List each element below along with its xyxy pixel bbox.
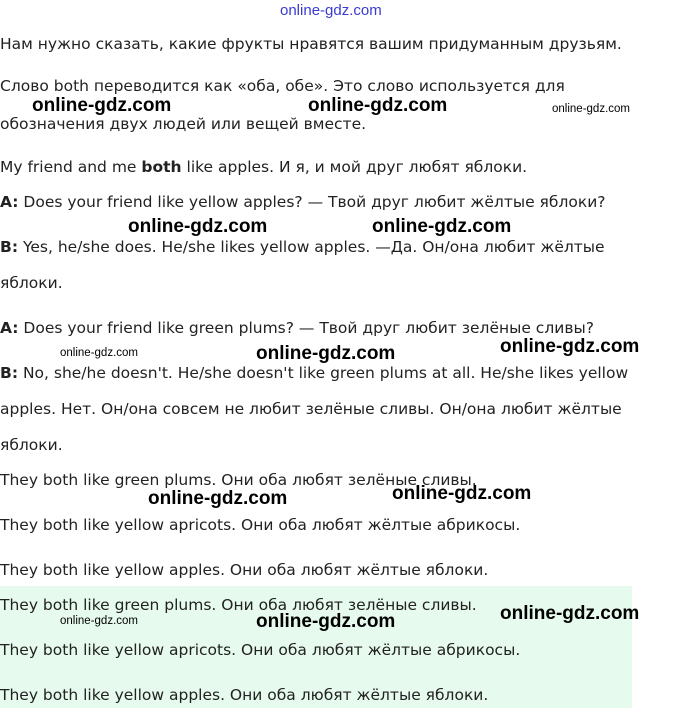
watermark: online-gdz.com <box>148 488 288 509</box>
summary-sentence-2: They both like yellow apricots. Они оба любят жёлтые абрикосы. <box>0 516 521 534</box>
dialog2-question <box>0 318 594 338</box>
summary-sentence-1: They both like green plums. Они оба любят зелёные сливы. <box>0 471 477 489</box>
intro-paragraph: Нам нужно сказать, какие фрукты нравятся вашим придуманным друзьям. <box>0 35 622 53</box>
explanation-line-1: Слово both переводится как «оба, обе». Это слово используется для <box>0 77 565 95</box>
watermark: online-gdz.com <box>372 216 512 237</box>
watermark: online-gdz.com <box>60 347 138 359</box>
watermark: online-gdz.com <box>500 336 640 357</box>
watermark: online-gdz.com <box>392 483 532 504</box>
watermark: online-gdz.com <box>500 603 640 624</box>
example-prefix: My friend and me <box>0 158 142 176</box>
watermark-top: online-gdz.com <box>280 2 382 19</box>
speaker-label: B: <box>0 238 19 256</box>
watermark: online-gdz.com <box>32 95 172 116</box>
example-suffix: like apples. И я, и мой друг любят яблоки. <box>181 158 528 176</box>
example-bold-word: both <box>141 158 182 176</box>
watermark: online-gdz.com <box>256 611 396 632</box>
speaker-label: A: <box>0 319 19 337</box>
dialog1-question <box>0 192 606 212</box>
watermark: online-gdz.com <box>60 615 138 627</box>
watermark: online-gdz.com <box>308 95 448 116</box>
example-sentence <box>0 157 527 177</box>
dialog-text: No, she/he doesn't. He/she doesn't like green plums at all. He/she likes yellow <box>18 364 629 382</box>
dialog2-answer-cont1: apples. Нет. Он/она совсем не любит зелёные сливы. Он/она любит жёлтые <box>0 400 622 418</box>
dialog2-answer <box>0 363 628 383</box>
summary-sentence-3: They both like yellow apples. Они оба любят жёлтые яблоки. <box>0 561 489 579</box>
watermark: online-gdz.com <box>552 103 630 115</box>
dialog2-answer-cont2: яблоки. <box>0 436 63 454</box>
dialog1-answer-cont: яблоки. <box>0 274 63 292</box>
speaker-label: A: <box>0 193 19 211</box>
highlight-sentence-2: They both like yellow apricots. Они оба любят жёлтые абрикосы. <box>0 641 521 659</box>
highlight-sentence-1: They both like green plums. Они оба любят зелёные сливы. <box>0 596 477 614</box>
dialog-text: Does your friend like green plums? — Твой друг любит зелёные сливы? <box>18 319 594 337</box>
watermark: online-gdz.com <box>256 343 396 364</box>
dialog1-answer <box>0 237 605 257</box>
explanation-line-2: обозначения двух людей или вещей вместе. <box>0 115 367 133</box>
highlight-sentence-3: They both like yellow apples. Они оба любят жёлтые яблоки. <box>0 686 489 704</box>
watermark: online-gdz.com <box>128 216 268 237</box>
speaker-label: B: <box>0 364 19 382</box>
dialog-text: Does your friend like yellow apples? — Твой друг любит жёлтые яблоки? <box>18 193 606 211</box>
dialog-text: Yes, he/she does. He/she likes yellow apples. —Да. Он/она любит жёлтые <box>18 238 605 256</box>
